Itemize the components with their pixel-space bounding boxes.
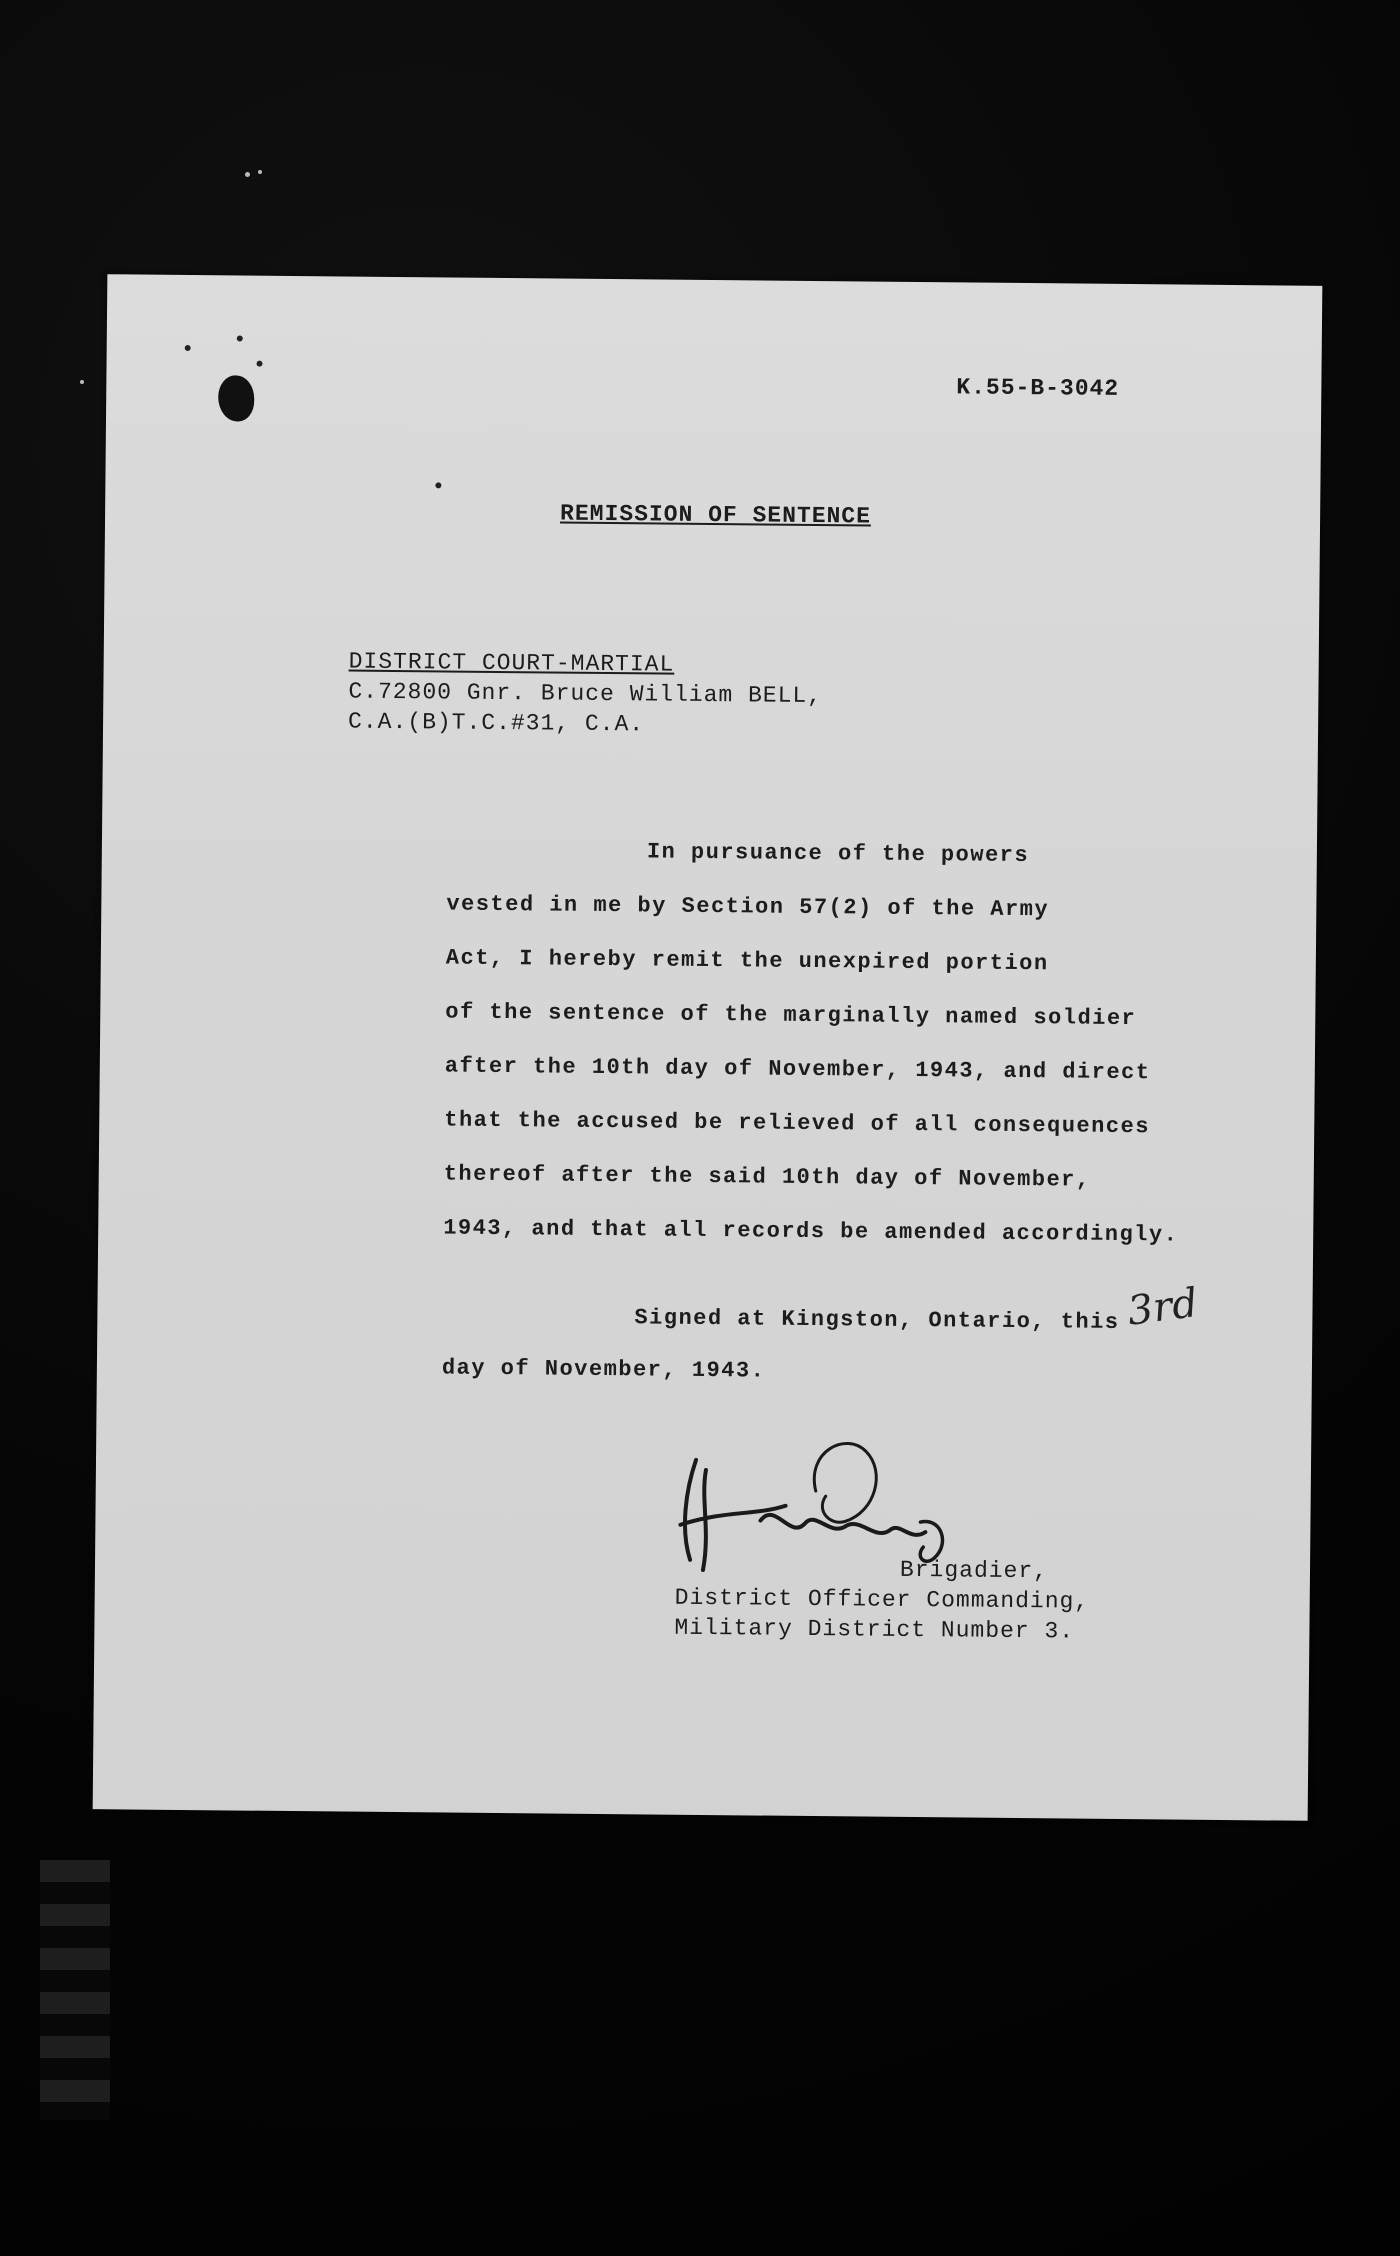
closing-district: Military District Number 3.	[674, 1614, 1075, 1645]
body-line: vested in me by Section 57(2) of the Army	[446, 891, 1050, 923]
ink-blot	[218, 375, 254, 421]
closing-position: District Officer Commanding,	[674, 1584, 1090, 1615]
signed-date-line: day of November, 1943.	[441, 1355, 766, 1384]
document-title: REMISSION OF SENTENCE	[559, 500, 872, 530]
ink-dot	[257, 361, 263, 367]
ink-dot	[185, 345, 191, 351]
body-line: that the accused be relieved of all consequences	[444, 1107, 1151, 1140]
dust-speck	[245, 172, 250, 177]
ink-dot	[435, 482, 441, 488]
body-line: after the 10th day of November, 1943, and direct	[444, 1053, 1151, 1086]
body-line: 1943, and that all records be amended accordingly.	[443, 1215, 1179, 1248]
body-line: of the sentence of the marginally named soldier	[445, 999, 1137, 1032]
dust-speck	[258, 170, 262, 174]
file-reference: K.55-B-3042	[956, 374, 1120, 402]
signed-location-line: Signed at Kingston, Ontario, this	[634, 1305, 1120, 1335]
body-line: Act, I hereby remit the unexpired portion	[445, 945, 1049, 977]
dust-speck	[80, 380, 84, 384]
closing-rank: Brigadier,	[899, 1556, 1049, 1585]
address-line-3: C.A.(B)T.C.#31, C.A.	[347, 708, 645, 738]
document-page	[93, 274, 1323, 1821]
ink-dot	[237, 335, 243, 341]
address-line-1: DISTRICT COURT-MARTIAL	[348, 648, 675, 678]
handwritten-day: 3rd	[1124, 1280, 1201, 1335]
film-edge-strip	[40, 1860, 110, 2120]
address-line-2: C.72800 Gnr. Bruce William BELL,	[348, 678, 823, 710]
body-line: In pursuance of the powers	[646, 839, 1030, 869]
body-line: thereof after the said 10th day of November,	[443, 1161, 1091, 1193]
